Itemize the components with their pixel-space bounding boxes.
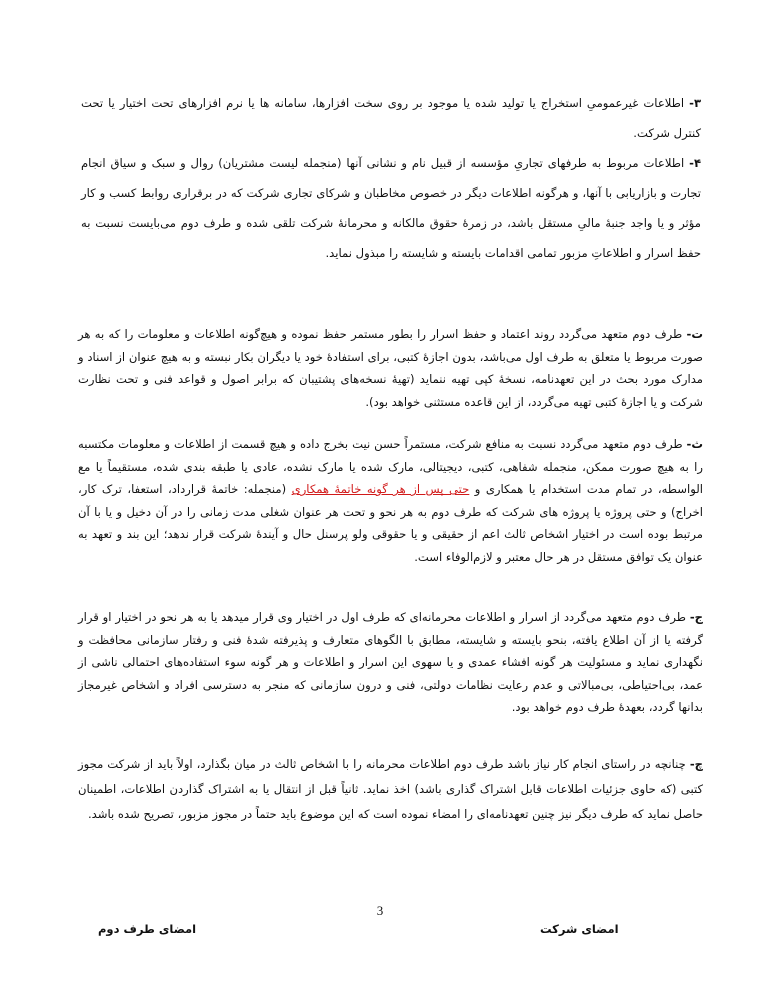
clause-text: (منجمله: خاتمهٔ قرارداد، استعفا، ترک کار، اخراج) و حتی پروژه یا پروژه های شرکت که طرف دوم به هر نحو و تحت هر عنوان شغلی مدت زمانی را در آن دخیل و یا با آن مرتبط بوده است در اختیار اشخاص ثالث اعم از حقیقی و یا حقوقی ولو پرسنل حال و آیندهٔ شرکت قرار ندهد؛ این بند و تعهد به عنوان یک توافق مستقل در هر حال معتبر و لازم‌الوفاء است. [78, 482, 703, 564]
list-number: ۳- [689, 96, 702, 110]
list-number: ۴- [689, 156, 702, 170]
page-number: 3 [376, 903, 384, 918]
clause-j [78, 606, 703, 719]
clause-th [78, 433, 703, 568]
clause-letter: ج- [689, 610, 703, 624]
clause-text: طرف دوم متعهد می‌گردد روند اعتماد و حفظ اسرار را بطور مستمر حفظ نموده و هیچ‌گونه اطلاعات و معلومات را که به هر صورت مربوط یا متعلق به طرف اول می‌باشد، بدون اجازهٔ کتبی، برای استفادهٔ خود یا دیگران بکار نبسته و به هیچ عنوان از اسناد و مدارک مورد بحث در این تعهدنامه، نسخهٔ کپی تهیه ننماید (تهیهٔ نسخه‌های پشتیبان که برابر اصول و قواعد فنی و تحت نظارت شرکت و یا اجازهٔ کتبی تهیه می‌گردد، از این قاعده مستثنی خواهد بود). [78, 327, 703, 409]
list-item-3 [81, 88, 701, 148]
list-item-4 [81, 148, 701, 268]
clause-ch [78, 752, 703, 827]
clause-t [78, 323, 703, 413]
list-item-text: اطلاعات غیرعمومیِ استخراج یا تولید شده یا موجود بر روی سخت افزارها، سامانه ها یا نرم افزارهای تحت اختیار یا تحت کنترل شرکت. [81, 96, 701, 140]
highlighted-text: حتی پس از هر گونه خاتمهٔ همکاری [291, 482, 470, 496]
clause-text: طرف دوم متعهد می‌گردد از اسرار و اطلاعات محرمانه‌ای که طرف اول در اختیار وی قرار میدهد یا به هر نحو در اختیار او قرار گرفته یا از آن اطلاع یافته، بنحو بایسته و شایسته، مطابق با الگوهای متعارف و پذیرفته شدهٔ فنی و رفتار سازمانی محافظت و نگهداری نماید و مسئولیت هر گونه افشاء عمدی و یا سهوی این اسرار و اطلاعات و هر گونه سوء استفاده‌های احتمالی ناشی از عمد، بی‌احتیاطی، بی‌مبالاتی و عدم رعایت نظامات دولتی، فنی و درون سازمانی که منجر به دسترسی افراد و اشخاص غیرمجاز بدانها گردد، بعهدهٔ طرف دوم خواهد بود. [78, 610, 703, 714]
signature-second-party: امضای طرف دوم [98, 922, 197, 936]
clause-letter: ث- [686, 437, 703, 451]
clause-letter: چ- [689, 757, 703, 771]
clause-letter: ت- [686, 327, 703, 341]
clause-text: طرف دوم متعهد می‌گردد نسبت به منافع شرکت، مستمراً حسن نیت بخرج داده و هیچ قسمت از اطلاعات و معلومات مکتسبه را به هیچ صورت ممکن، منجمله شفاهی، کتبی، دیجیتالی، مارک شده یا مارک نشده، عادی یا طبقه بندی شده، مستقیماً یا مع الواسطه، در تمام مدت استخدام یا همکاری و [78, 437, 703, 496]
list-item-text: اطلاعات مربوط به طرفهای تجاریِ مؤسسه از قبیل نام و نشانی آنها (منجمله لیست مشتریان) روال و سبک و سیاق انجام تجارت و بازاریابی با آنها، و هرگونه اطلاعات دیگر در خصوص مخاطبان و شرکای تجاری شرکت که در برقراری روابط کسب و کار مؤثر و یا واجد جنبهٔ مالیِ مستقل باشد، در زمرهٔ حقوق مالکانه و محرمانهٔ شرکت تلقی شده و طرف دوم می‌بایست نسبت به حفظ اسرار و اطلاعاتِ مزبور تمامی اقدامات بایسته و شایسته را مبذول نماید. [81, 156, 701, 260]
clause-text: چنانچه در راستای انجام کار نیاز باشد طرف دوم اطلاعات محرمانه را با اشخاص ثالث در میان بگذارد، اولاً باید از شرکت مجوز کتبی (که حاوی جزئیات اطلاعات قابل اشتراک گذاری باشد) اخذ نماید. ثانیاً قبل از انتقال یا به اشتراک گذاردن اطلاعات، اطمینان حاصل نماید که طرف دیگر نیز چنین تعهدنامه‌ای را امضاء نموده است که این موضوع باید حتماً در مجوز مزبور، تصریح شده باشد. [78, 757, 703, 821]
signature-company: امضای شرکت [540, 922, 619, 936]
